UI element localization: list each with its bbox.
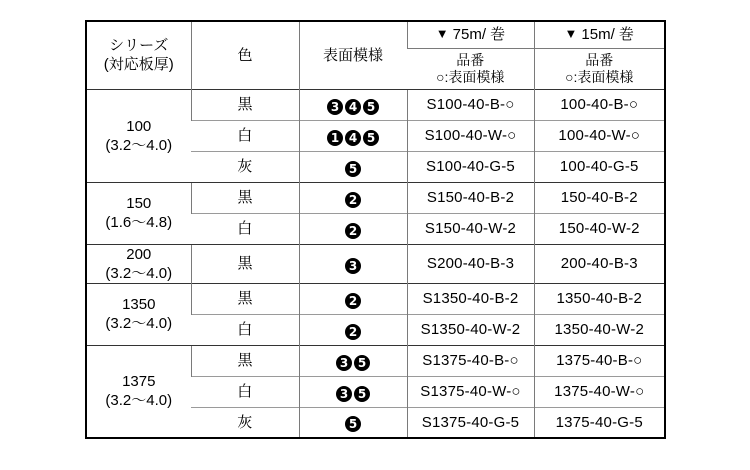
part-number-15m-cell: 150-40-W-2 (534, 213, 665, 244)
circled-number-icon: 3 (336, 355, 352, 371)
part-number-75m-cell: S150-40-B-2 (407, 182, 534, 213)
part-number-15m-cell: 200-40-B-3 (534, 244, 665, 283)
part-number-15m-cell: 1375-40-B-○ (534, 345, 665, 376)
table-row (86, 182, 665, 213)
color-cell: 灰 (191, 407, 299, 438)
circled-number-icon: 4 (345, 130, 361, 146)
table-row (86, 89, 665, 120)
header-row-top (86, 21, 665, 48)
circled-number-icon: 2 (345, 324, 361, 340)
part-number-75m-cell: S100-40-W-○ (407, 120, 534, 151)
table-row (86, 283, 665, 314)
part-number-75m-cell: S100-40-G-5 (407, 151, 534, 182)
circled-number-icon: 3 (336, 386, 352, 402)
circled-number-icon: 3 (345, 258, 361, 274)
part-number-15m-cell: 100-40-W-○ (534, 120, 665, 151)
circled-number-icon: 2 (345, 293, 361, 309)
part-number-75m-cell: S1375-40-W-○ (407, 376, 534, 407)
pattern-cell (299, 345, 407, 376)
part-number-label: 品番 (585, 51, 614, 68)
circled-number-icon: 2 (345, 223, 361, 239)
series-thickness: (3.2～4.0) (105, 136, 173, 154)
series-thickness: (3.2～4.0) (105, 315, 173, 332)
series-cell (86, 283, 191, 345)
part-number-label: 品番 (456, 51, 485, 68)
circled-number-icon: 5 (354, 355, 370, 371)
part-number-15m-cell: 1350-40-B-2 (534, 283, 665, 314)
table-row (86, 345, 665, 376)
circled-number-icon: 5 (363, 130, 379, 146)
part-number-15m-cell: 1375-40-W-○ (534, 376, 665, 407)
header-series-line2: (対応板厚) (103, 56, 174, 74)
part-number-note: ○:表面模様 (565, 68, 634, 85)
series-thickness: (3.2～4.0) (105, 392, 173, 410)
part-number-75m-cell: S100-40-B-○ (407, 89, 534, 120)
circled-number-icon: 2 (345, 192, 361, 208)
part-number-15m-cell: 100-40-B-○ (534, 89, 665, 120)
header-15m-label: 15m/ 巻 (581, 26, 634, 44)
circled-number-icon: 5 (354, 386, 370, 402)
circled-number-icon: 3 (327, 99, 343, 115)
series-number: 150 (126, 195, 152, 212)
part-number-75m-cell: S1375-40-G-5 (407, 407, 534, 438)
color-cell: 黒 (191, 283, 299, 314)
header-part-number-75m (407, 48, 534, 89)
color-cell: 黒 (191, 345, 299, 376)
circled-number-icon: 1 (327, 130, 343, 146)
series-cell (86, 345, 191, 438)
series-cell (86, 89, 191, 182)
color-cell: 白 (191, 120, 299, 151)
header-color: 色 (191, 21, 299, 89)
color-cell: 白 (191, 314, 299, 345)
header-75m-roll (407, 21, 534, 48)
part-number-75m-cell: S1350-40-W-2 (407, 314, 534, 345)
header-pattern: 表面模様 (299, 21, 407, 89)
part-number-15m-cell: 1350-40-W-2 (534, 314, 665, 345)
color-cell: 黒 (191, 244, 299, 283)
header-15m-roll (534, 21, 665, 48)
series-cell (86, 244, 191, 283)
series-thickness: (3.2～4.0) (105, 264, 173, 282)
pattern-cell (299, 244, 407, 283)
circled-number-icon: 5 (345, 161, 361, 177)
circled-number-icon: 5 (345, 416, 361, 432)
product-table (85, 20, 666, 439)
pattern-cell (299, 283, 407, 314)
circled-number-icon: 4 (345, 99, 361, 115)
part-number-15m-cell: 150-40-B-2 (534, 182, 665, 213)
series-thickness: (1.6～4.8) (105, 214, 173, 231)
triangle-down-icon: ▼ (435, 26, 449, 42)
pattern-cell (299, 151, 407, 182)
pattern-cell (299, 314, 407, 345)
header-part-number-15m (534, 48, 665, 89)
header-75m-label: 75m/ 巻 (452, 26, 506, 44)
color-cell: 灰 (191, 151, 299, 182)
part-number-note: ○:表面模様 (436, 68, 505, 85)
part-number-75m-cell: S1350-40-B-2 (407, 283, 534, 314)
part-number-15m-cell: 100-40-G-5 (534, 151, 665, 182)
pattern-cell (299, 89, 407, 120)
series-number: 200 (126, 245, 152, 263)
pattern-cell (299, 182, 407, 213)
pattern-cell (299, 376, 407, 407)
pattern-cell (299, 213, 407, 244)
circled-number-icon: 5 (363, 99, 379, 115)
color-cell: 白 (191, 376, 299, 407)
header-series (86, 21, 191, 89)
part-number-15m-cell: 1375-40-G-5 (534, 407, 665, 438)
part-number-75m-cell: S200-40-B-3 (407, 244, 534, 283)
series-cell (86, 182, 191, 244)
table-row (86, 244, 665, 283)
color-cell: 黒 (191, 89, 299, 120)
part-number-75m-cell: S150-40-W-2 (407, 213, 534, 244)
series-number: 1350 (122, 296, 156, 313)
pattern-cell (299, 407, 407, 438)
color-cell: 白 (191, 213, 299, 244)
part-number-75m-cell: S1375-40-B-○ (407, 345, 534, 376)
series-number: 1375 (122, 373, 156, 391)
pattern-cell (299, 120, 407, 151)
color-cell: 黒 (191, 182, 299, 213)
header-series-line1: シリーズ (109, 37, 169, 55)
triangle-down-icon: ▼ (564, 26, 578, 42)
series-number: 100 (126, 117, 152, 135)
